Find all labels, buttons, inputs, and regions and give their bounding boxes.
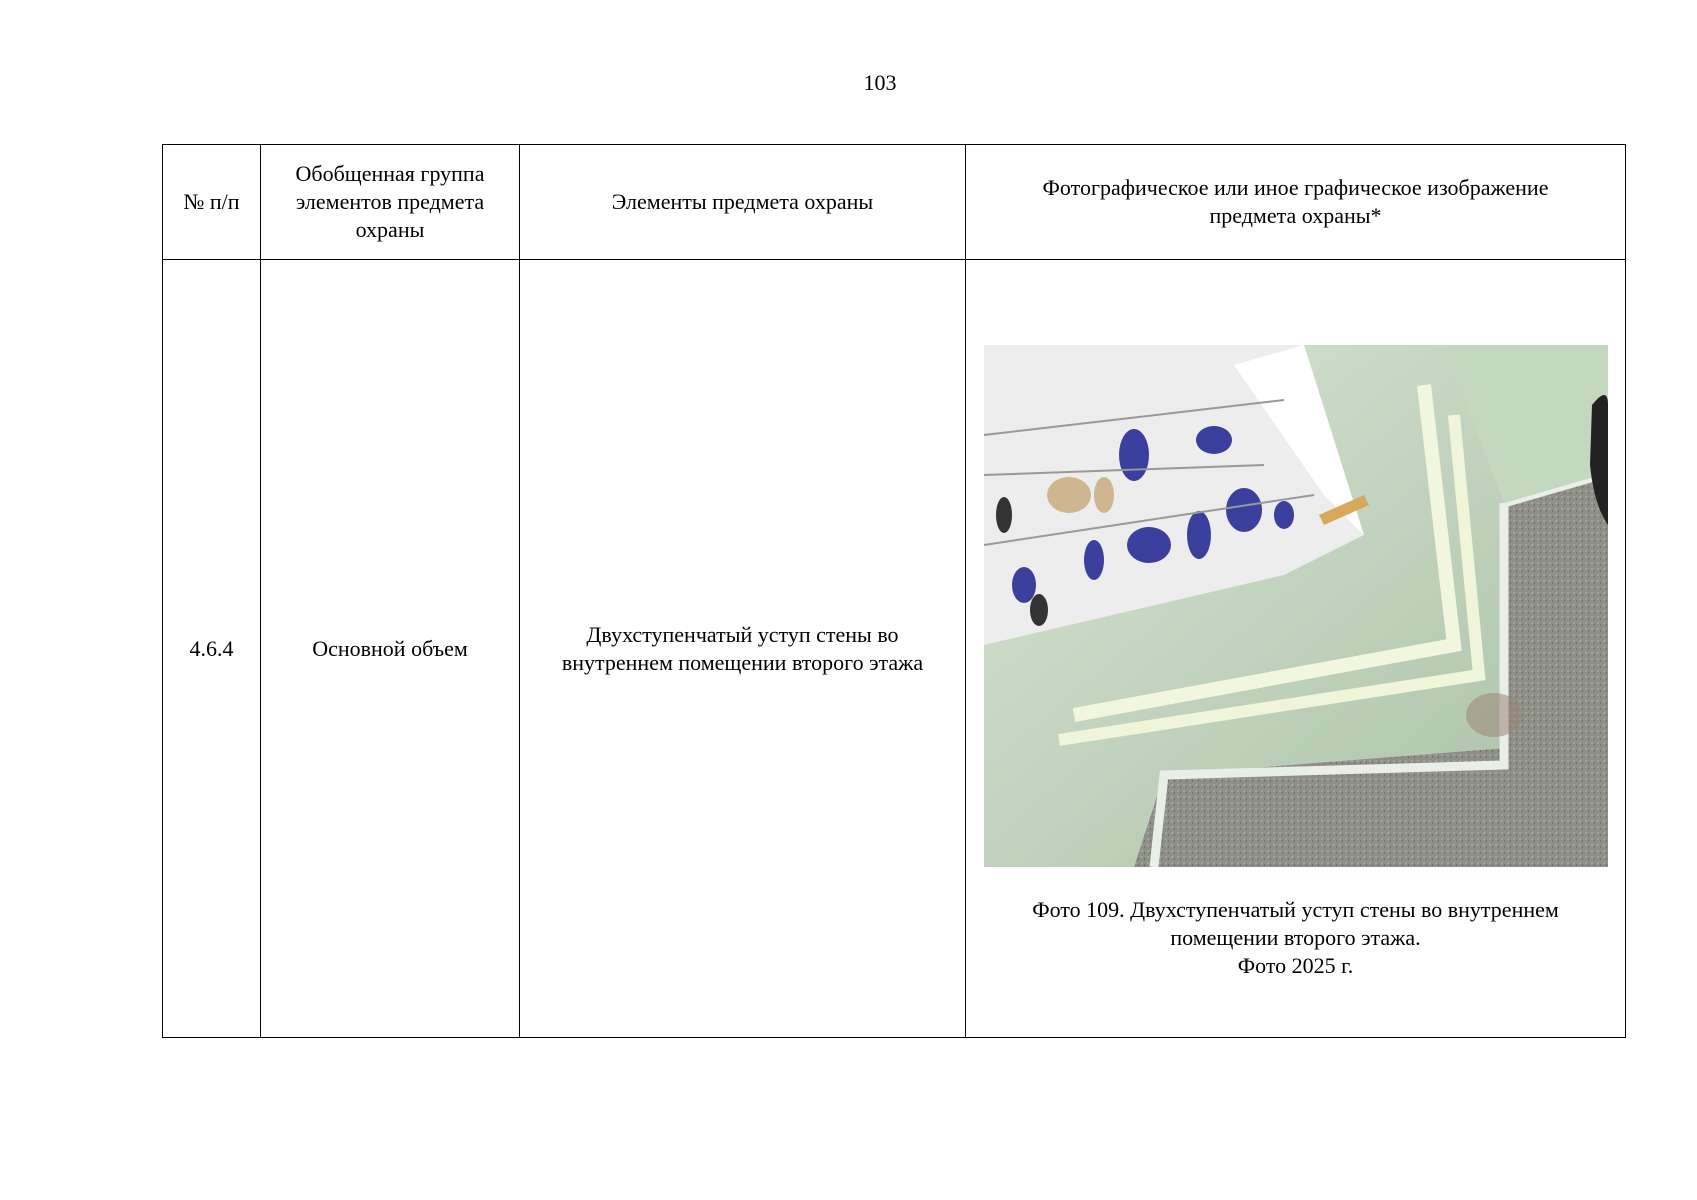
photo-caption [966, 896, 1625, 980]
caption-line: Фото 109. Двухступенчатый уступ стены во внутреннем [1032, 897, 1559, 922]
header-group: Обобщенная группа элементов предмета охраны [261, 145, 520, 260]
row-element: Двухступенчатый уступ стены во внутреннем помещении второго этажа [520, 260, 966, 1038]
caption-line: помещении второго этажа. [1170, 925, 1421, 950]
photo-cell [966, 260, 1626, 1038]
table-header-row [163, 145, 1626, 260]
row-number: 4.6.4 [163, 260, 261, 1038]
photo-wall-ledge [984, 345, 1608, 867]
header-number: № п/п [163, 145, 261, 260]
page-number: 103 [863, 70, 897, 95]
header-elements: Элементы предмета охраны [520, 145, 966, 260]
caption-line: Фото 2025 г. [1237, 953, 1354, 978]
table-row [163, 260, 1626, 1038]
header-image: Фотографическое или иное графическое изображение предмета охраны* [966, 145, 1626, 260]
row-group: Основной объем [261, 260, 520, 1038]
protection-table [162, 144, 1626, 1038]
